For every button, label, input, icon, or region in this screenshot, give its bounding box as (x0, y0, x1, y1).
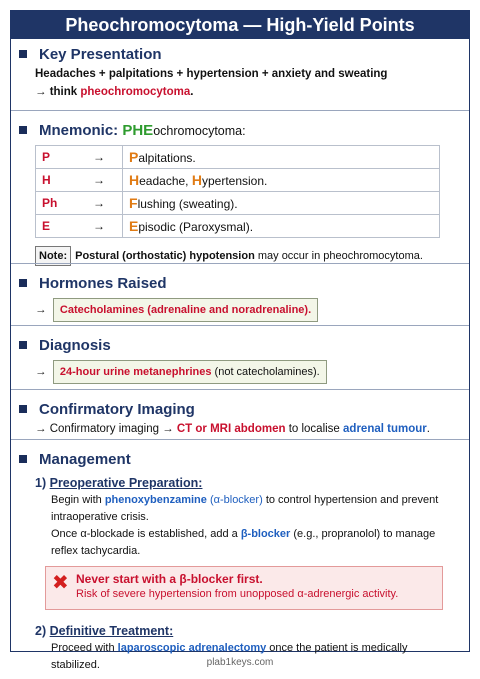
section-title: Key Presentation (39, 45, 162, 63)
section-imaging (11, 394, 469, 444)
note-bold-text: Postural (orthostatic) hypotension (75, 250, 255, 262)
step-preoperative-text-a (11, 492, 469, 526)
mnemonic-letter: Ph (36, 192, 77, 215)
diagnosis-highlight: pheochromocytoma (80, 86, 191, 98)
word-rest: pisodic (Paroxysmal). (138, 220, 254, 234)
text: once the patient is medically stabilized. (51, 642, 408, 671)
warning-text: Risk of severe hypertension from unopposed α-adrenergic activity. (76, 588, 399, 600)
word-rest: eadache, (139, 174, 192, 188)
period: . (426, 423, 430, 435)
close-x-icon: ✖ (52, 572, 69, 594)
test-name: 24-hour urine metanephrines (59, 366, 212, 378)
mnemonic-expansion (123, 146, 440, 169)
warning-title: Never start with a β-blocker first. (76, 572, 263, 586)
divider (11, 389, 469, 390)
arrow-icon: → (35, 366, 47, 378)
text: reflex tachycardia. (51, 545, 141, 557)
section-header (11, 272, 469, 294)
initial-letter: H (129, 172, 140, 188)
table-row (36, 192, 440, 215)
mnemonic-expansion (123, 215, 440, 238)
footer-site: plab1keys.com (206, 657, 274, 668)
step-title: Definitive Treatment: (49, 624, 174, 638)
mnemonic-label: Mnemonic: (39, 121, 123, 139)
section-header (11, 43, 469, 65)
section-mnemonic (11, 115, 469, 268)
drug-class: (α-blocker) (206, 494, 263, 506)
divider (11, 439, 469, 440)
step-preoperative-text-b (11, 526, 469, 560)
mnemonic-letter: H (36, 169, 77, 192)
mnemonic-acronym: PHE (122, 121, 154, 139)
mnemonic-word-rest: ochromocytoma: (153, 123, 246, 138)
text: Once α-blockade is established, add a (51, 528, 241, 540)
initial-letter: E (129, 218, 139, 234)
text: Proceed with (51, 642, 118, 654)
mnemonic-expansion (123, 192, 440, 215)
section-title: Diagnosis (39, 336, 111, 354)
diagnosis-line (11, 360, 469, 384)
section-title: Hormones Raised (39, 274, 167, 292)
divider (11, 263, 469, 264)
word-rest: ypertension. (201, 174, 268, 188)
mnemonic-table (35, 145, 440, 238)
text: Begin with (51, 494, 105, 506)
imaging-modality: CT or MRI abdomen (176, 423, 286, 435)
divider (11, 325, 469, 326)
period: . (190, 86, 194, 98)
section-header (11, 119, 469, 141)
square-bullet-icon (19, 455, 27, 463)
arrow-icon: → (35, 304, 47, 316)
imaging-line (11, 420, 469, 438)
square-bullet-icon (19, 126, 27, 134)
divider (11, 110, 469, 111)
initial-letter: H (191, 172, 202, 188)
hormones-highlight: Catecholamines (adrenaline and noradrenaline). (53, 298, 318, 322)
word-rest: lushing (sweating). (137, 197, 238, 211)
table-row (36, 169, 440, 192)
section-header (11, 398, 469, 420)
initial-letter: P (129, 149, 139, 165)
imaging-middle: to localise (285, 423, 344, 435)
square-bullet-icon (19, 279, 27, 287)
mnemonic-expansion (123, 169, 440, 192)
test-note: (not catecholamines). (211, 366, 320, 378)
table-row (36, 146, 440, 169)
step-title: Preoperative Preparation: (49, 476, 203, 490)
step-preoperative-heading (11, 474, 469, 492)
section-hormones (11, 268, 469, 330)
arrow-icon: → (76, 215, 123, 238)
arrow-icon: → (76, 146, 123, 169)
section-management (11, 444, 469, 674)
arrow-icon: → (76, 169, 123, 192)
mnemonic-letter: E (36, 215, 77, 238)
word-rest: alpitations. (138, 151, 196, 165)
procedure-name: laparoscopic adrenalectomy (117, 642, 267, 654)
note-rest-text: may occur in pheochromocytoma. (254, 250, 423, 262)
text: (e.g., propranolol) to manage (290, 528, 436, 540)
mnemonic-letter: P (36, 146, 77, 169)
section-title (39, 122, 246, 139)
page-title: Pheochromocytoma — High-Yield Points (11, 11, 469, 39)
section-header (11, 448, 469, 470)
step-number: 2) (35, 624, 47, 638)
warning-callout (45, 566, 443, 610)
section-title: Management (39, 450, 131, 468)
text: intraoperative crisis. (51, 511, 149, 523)
arrow-icon: → (76, 192, 123, 215)
square-bullet-icon (19, 405, 27, 413)
imaging-prefix: → Confirmatory imaging → (35, 423, 177, 435)
initial-letter: F (129, 195, 138, 211)
text: to control hypertension and prevent (262, 494, 439, 506)
square-bullet-icon (19, 341, 27, 349)
drug-name: phenoxybenzamine (104, 494, 207, 506)
step-definitive-heading (11, 622, 469, 640)
presentation-symptoms: Headaches + palpitations + hypertension + anxiety and sweating (35, 68, 388, 80)
section-diagnosis (11, 330, 469, 394)
imaging-target: adrenal tumour (343, 423, 427, 435)
arrow-prefix: → think (35, 86, 81, 98)
step-number: 1) (35, 476, 47, 490)
drug-name: β-blocker (240, 528, 291, 540)
hormones-line (11, 298, 469, 322)
section-title: Confirmatory Imaging (39, 400, 195, 418)
square-bullet-icon (19, 50, 27, 58)
section-key-presentation (11, 39, 469, 115)
note-label: Note: (35, 246, 71, 266)
table-row (36, 215, 440, 238)
diagnosis-highlight (53, 360, 327, 384)
presentation-conclusion (11, 83, 469, 101)
section-header (11, 334, 469, 356)
